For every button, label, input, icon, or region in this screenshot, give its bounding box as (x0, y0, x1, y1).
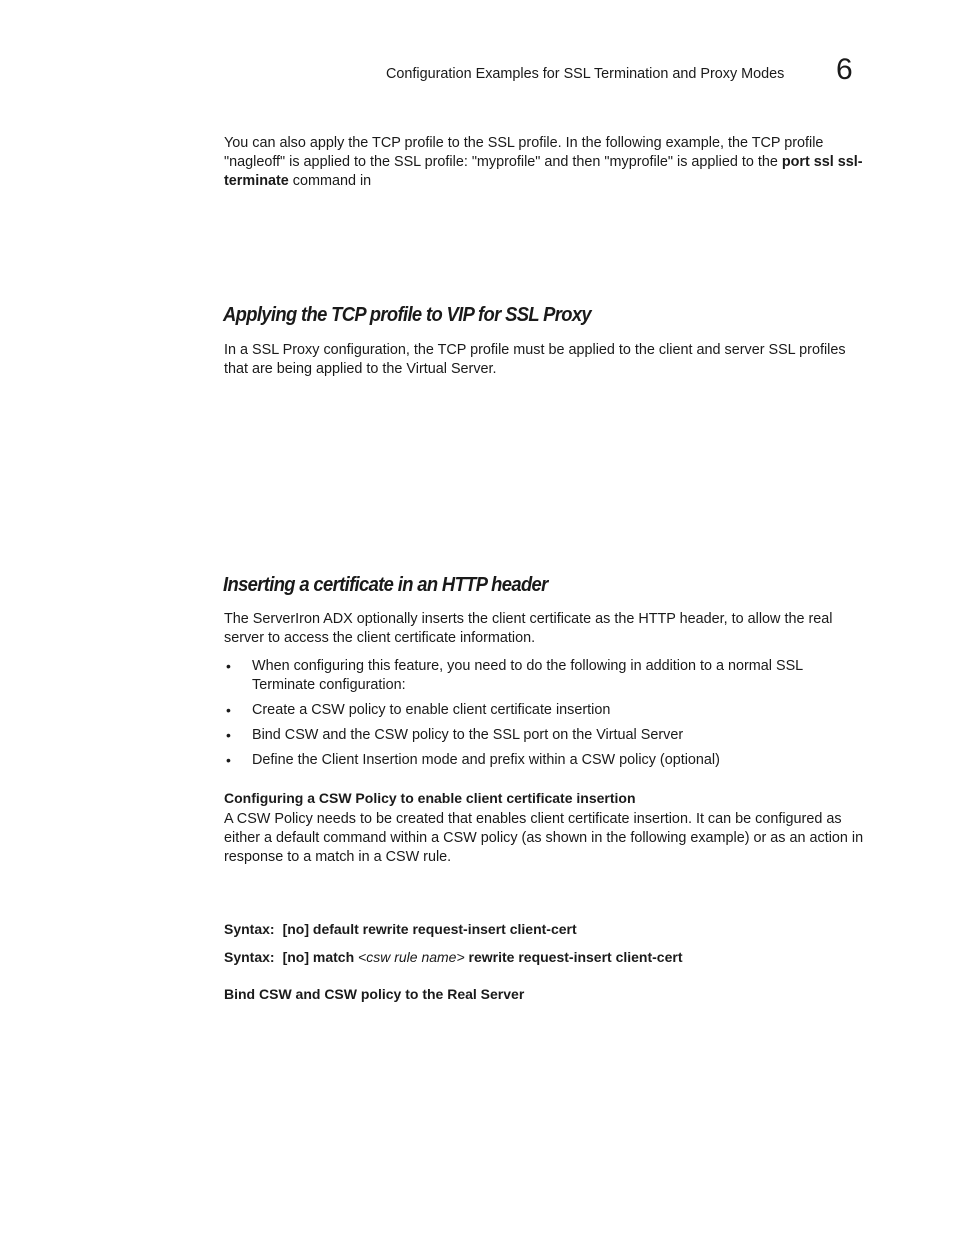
syntax-command: [no] default rewrite request-insert client-cert (282, 921, 577, 937)
list-item (224, 657, 864, 695)
list-item-text: Define the Client Insertion mode and prefix within a CSW policy (optional) (252, 752, 720, 768)
list-item-text: When configuring this feature, you need to do the following in addition to a normal SSL Terminate configuration: (252, 658, 803, 693)
certificate-paragraph: The ServerIron ADX optionally inserts the client certificate as the HTTP header, to allow the real server to access the client certificate information. (224, 611, 833, 646)
syntax-label: Syntax: (224, 921, 275, 937)
subsection-heading-bind-csw: Bind CSW and CSW policy to the Real Server (224, 986, 525, 1002)
section-heading-certificate: Inserting a certificate in an HTTP header (223, 574, 548, 596)
intro-paragraph (224, 134, 864, 191)
syntax-line-default (224, 920, 577, 939)
intro-text: You can also apply the TCP profile to the SSL profile. In the following example, the TCP profile "nagleoff" is applied to the SSL profile: "myprofile" and then "myprofile" is applied to the (224, 135, 824, 170)
bullet-icon: • (226, 702, 231, 718)
chapter-number: 6 (836, 53, 853, 86)
requirements-list (224, 657, 864, 776)
csw-policy-paragraph: A CSW Policy needs to be created that enables client certificate insertion. It can be configured as either a default command within a CSW policy (as shown in the following example) or as an action in response to a match in a CSW rule. (224, 811, 864, 865)
ssl-proxy-paragraph: In a SSL Proxy configuration, the TCP profile must be applied to the client and server SSL profiles that are being applied to the Virtual Server. (224, 342, 846, 377)
bullet-icon: • (226, 727, 231, 743)
list-item (224, 701, 864, 720)
intro-command: port ssl ssl-terminate (224, 154, 863, 189)
list-item-text: Create a CSW policy to enable client certificate insertion (252, 702, 611, 718)
subsection-heading-csw-policy: Configuring a CSW Policy to enable client certificate insertion (224, 790, 636, 806)
syntax-command-prefix: [no] match (282, 949, 359, 965)
bullet-icon: • (226, 752, 231, 768)
syntax-label: Syntax: (224, 949, 275, 965)
intro-text-tail: command in (288, 173, 372, 189)
list-item (224, 726, 864, 745)
list-item (224, 751, 864, 770)
list-item-text: Bind CSW and the CSW policy to the SSL port on the Virtual Server (252, 727, 684, 743)
syntax-argument: <csw rule name> (358, 949, 465, 965)
syntax-command-suffix: rewrite request-insert client-cert (464, 949, 683, 965)
section-heading-ssl-proxy: Applying the TCP profile to VIP for SSL Proxy (223, 304, 592, 326)
running-header-title: Configuration Examples for SSL Termination and Proxy Modes (386, 66, 785, 82)
syntax-line-match (224, 948, 683, 967)
bullet-icon: • (226, 658, 231, 674)
